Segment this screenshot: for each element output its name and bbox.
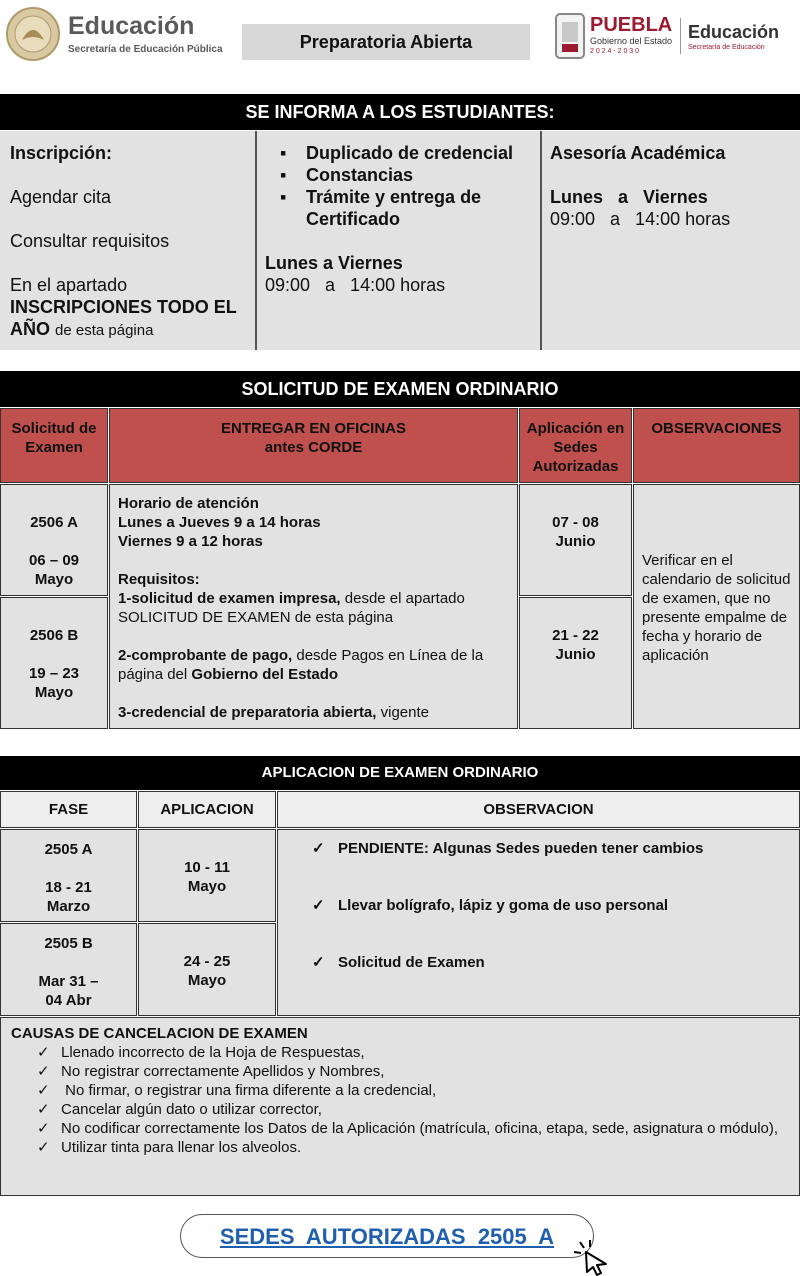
tramites-hours: 09:00 a 14:00 horas — [265, 275, 446, 295]
inscripciones-todo-el-ano: INSCRIPCIONES TODO EL AÑO — [10, 297, 237, 339]
list-item: ▪ Trámite y entrega de Certificado — [258, 186, 538, 230]
info-banner — [0, 94, 800, 130]
de-esta-pagina: de esta página — [55, 322, 154, 339]
horario-title: Horario de atención — [118, 495, 259, 512]
solicitud-banner-text: SOLICITUD DE EXAMEN ORDINARIO — [241, 379, 559, 399]
fase-dates: 18 - 21 Marzo — [45, 879, 92, 915]
sep-logo-subtitle: Secretaría de Educación Pública — [68, 44, 223, 55]
list-item: ▪ Constancias — [258, 164, 538, 186]
solicitud-header-col3 — [519, 408, 632, 483]
aplicacion-dates: 24 - 25 Mayo — [183, 953, 231, 989]
requisito-3 — [118, 703, 509, 722]
asesoria-column — [550, 142, 795, 230]
fase-code: 2506 B — [29, 627, 79, 644]
aplicacion-dates: 21 - 22 Junio — [552, 627, 599, 663]
horario-line: Viernes 9 a 12 horas — [118, 533, 263, 550]
inscripciones-paragraph — [10, 296, 250, 342]
cancelacion-panel — [0, 1017, 800, 1196]
requisitos-title: Requisitos: — [118, 571, 200, 588]
requisito-bold: Gobierno del Estado — [191, 666, 339, 683]
solicitud-header-col1 — [0, 408, 108, 483]
aplicacion-row-a-fase — [0, 829, 137, 922]
tramites-list — [258, 142, 538, 230]
asesoria-hours: 09:00 a 14:00 horas — [550, 209, 731, 229]
list-item: ✓ PENDIENTE: Algunas Sedes pueden tener cambios — [312, 839, 800, 858]
fase-code: 2505 B — [44, 935, 93, 952]
aplicacion-header-fase — [0, 791, 137, 828]
inscripcion-column — [10, 142, 250, 342]
header-label: FASE — [48, 801, 89, 818]
aplicacion-header-observacion — [277, 791, 800, 828]
list-item: ✓ Llevar bolígrafo, lápiz y goma de uso personal — [312, 896, 800, 915]
puebla-logo-years: 2 0 2 4 - 2 0 3 0 — [590, 48, 640, 55]
aplicacion-banner — [0, 756, 800, 790]
tramites-column — [258, 142, 538, 296]
requisito-text: vigente — [380, 704, 429, 721]
requisito-text: desde Pagos en Línea de la página del — [118, 647, 484, 683]
list-item: ✓ Solicitud de Examen — [312, 953, 800, 972]
asesoria-title: Asesoría Académica — [550, 143, 726, 163]
puebla-logo-title: PUEBLA — [590, 14, 673, 36]
aplicacion-row-a-aplicacion — [138, 829, 276, 922]
header-label: ENTREGAR EN OFICINAS antes CORDE — [220, 420, 406, 456]
puebla-logo — [554, 10, 800, 62]
solicitud-row-a-aplicacion — [519, 484, 632, 596]
fase-dates: 06 – 09 Mayo — [28, 552, 80, 588]
puebla-logo-subtitle: Gobierno del Estado — [590, 36, 673, 46]
fase-dates: Mar 31 – 04 Abr — [38, 973, 99, 1009]
header-label: OBSERVACIONES — [651, 420, 782, 437]
solicitud-row-b-code — [0, 597, 108, 729]
requisito-bold: 3-credencial de preparatoria abierta, — [118, 704, 377, 721]
eagle-seal-icon — [4, 6, 62, 62]
sedes-autorizadas-button[interactable] — [180, 1214, 594, 1258]
solicitud-row-a-code — [0, 484, 108, 596]
fase-dates: 19 – 23 Mayo — [28, 665, 80, 701]
solicitud-header-col4 — [633, 408, 800, 483]
aplicacion-row-b-fase — [0, 923, 137, 1016]
page-title — [242, 24, 530, 60]
logo-divider — [680, 18, 681, 54]
aplicacion-dates: 07 - 08 Junio — [552, 514, 599, 550]
header-label: OBSERVACION — [483, 801, 594, 818]
header-label: APLICACION — [160, 801, 254, 818]
list-item: ✓ No codificar correctamente los Datos de la Aplicación (matrícula, oficina, etapa, sede, asignatura o módulo), — [37, 1119, 789, 1138]
fase-code: 2506 A — [30, 514, 78, 531]
puebla-shield-icon — [554, 12, 586, 60]
aplicacion-dates: 10 - 11 Mayo — [184, 859, 230, 895]
puebla-edu-title: Educación — [688, 22, 780, 42]
aplicacion-observaciones — [277, 829, 800, 1016]
header-label: Solicitud de Examen — [11, 420, 97, 456]
requisito-bold: 1-solicitud de examen impresa, — [118, 590, 341, 607]
observaciones-cell — [633, 484, 800, 729]
aplicacion-header-aplicacion — [138, 791, 276, 828]
list-item: ✓ Utilizar tinta para llenar los alveolos. — [37, 1138, 789, 1157]
fase-code: 2505 A — [44, 841, 93, 858]
hand-pointer-icon — [570, 1238, 612, 1276]
sedes-autorizadas-link[interactable]: SEDES AUTORIZADAS 2505 A — [219, 1224, 555, 1249]
requisito-2 — [118, 646, 509, 684]
entregar-cell — [109, 484, 518, 729]
header-label: Aplicación en Sedes Autorizadas — [526, 420, 625, 475]
sep-logo-title: Educación — [68, 12, 195, 40]
aplicacion-row-b-aplicacion — [138, 923, 276, 1016]
page-title-text: Preparatoria Abierta — [299, 32, 473, 52]
solicitud-header-col2 — [109, 408, 518, 483]
requisito-1 — [118, 589, 509, 627]
sep-logo — [4, 6, 223, 62]
asesoria-days: Lunes a Viernes — [550, 187, 708, 207]
info-banner-text: SE INFORMA A LOS ESTUDIANTES: — [245, 102, 555, 122]
aplicacion-banner-text: APLICACION DE EXAMEN ORDINARIO — [261, 764, 539, 781]
tramites-days: Lunes a Viernes — [265, 253, 403, 273]
solicitud-banner — [0, 371, 800, 407]
info-divider-1 — [255, 131, 257, 350]
agendar-cita-text: Agendar cita — [10, 187, 112, 207]
requisito-text: desde el apartado SOLICITUD DE EXAMEN de esta página — [118, 590, 465, 626]
info-divider-2 — [540, 131, 542, 350]
list-item: ✓ No registrar correctamente Apellidos y Nombres, — [37, 1062, 789, 1081]
requisito-bold: 2-comprobante de pago, — [118, 647, 293, 664]
horario-line: Lunes a Jueves 9 a 14 horas — [118, 514, 321, 531]
list-item: ✓ No firmar, o registrar una firma diferente a la credencial, — [37, 1081, 789, 1100]
observaciones-text: Verificar en el calendario de solicitud de examen, que no presente empalme de fecha y horario de aplicación — [642, 552, 791, 664]
list-item: ✓ Llenado incorrecto de la Hoja de Respuestas, — [37, 1043, 789, 1062]
list-item: ▪ Duplicado de credencial — [258, 142, 538, 164]
puebla-edu-subtitle: Secretaría de Educación — [688, 44, 765, 51]
inscripcion-title: Inscripción: — [10, 143, 113, 163]
apartado-text: En el apartado — [10, 275, 128, 295]
list-item: ✓ Cancelar algún dato o utilizar corrector, — [37, 1100, 789, 1119]
consultar-requisitos-text: Consultar requisitos — [10, 231, 170, 251]
solicitud-row-b-aplicacion — [519, 597, 632, 729]
cancelacion-title: CAUSAS DE CANCELACION DE EXAMEN — [11, 1025, 308, 1042]
